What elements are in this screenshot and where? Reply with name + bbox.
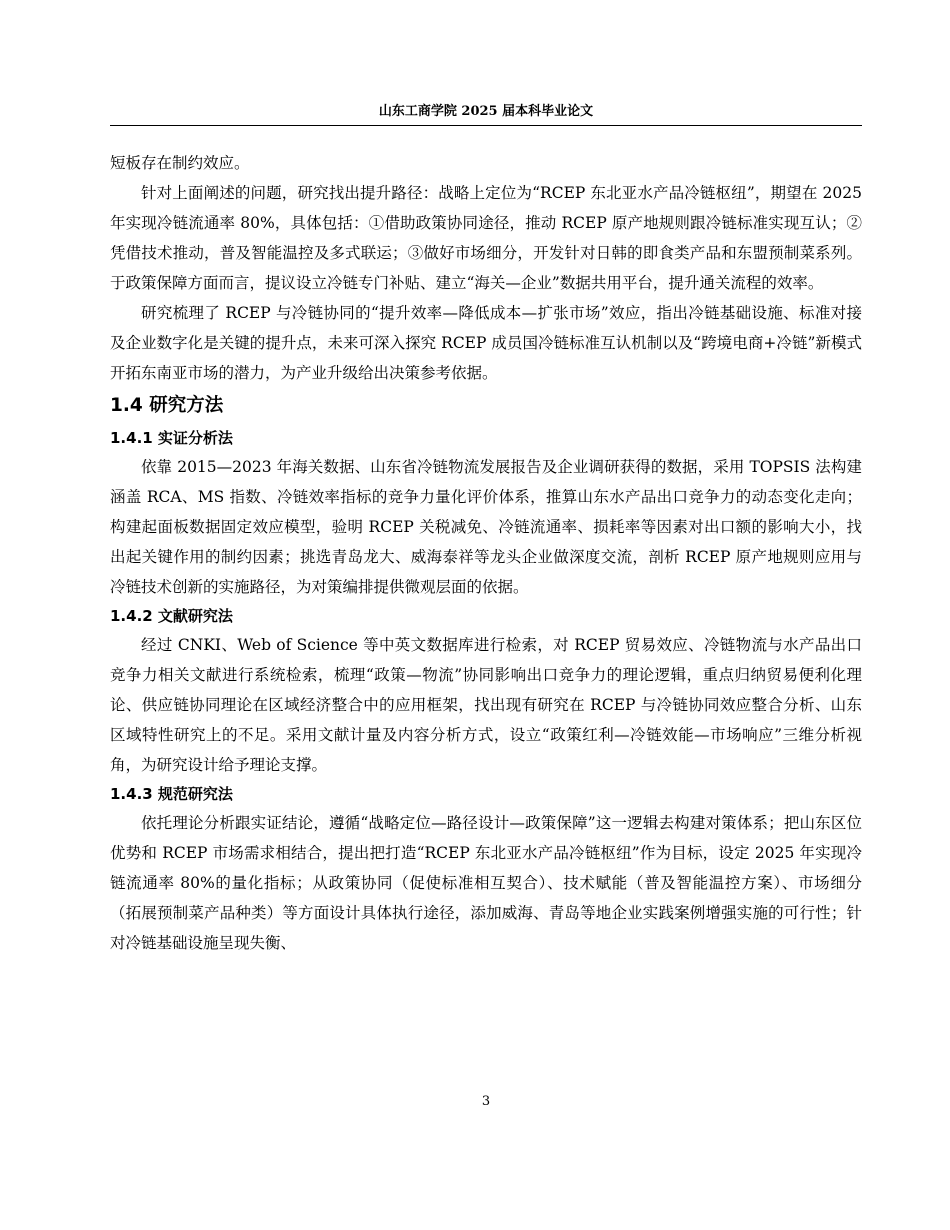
paragraph-continuation: 短板存在制约效应。 [110, 154, 250, 172]
subsection-heading-normative-research: 1.4.3 规范研究法 [110, 785, 233, 803]
header-rule [110, 125, 862, 126]
paragraph-improvement-path: 针对上面阐述的问题，研究找出提升路径：战略上定位为“RCEP 东北亚水产品冷链枢纽”，期望在 2025 年实现冷链流通率 80%，具体包括：①借助政策协同途径，推动 RCEP 原产地规则跟冷链标准实现互认；②凭借技术推动，普及智能温控及多式联运；③做好市场细分，开发针对日韩的即食类产品和东盟预制菜系列。于政策保障方面而言，提议设立冷链专门补贴、建立“海关—企业”数据共用平台，提升通关流程的效率。 [110, 184, 862, 292]
page-number: 3 [481, 1094, 491, 1109]
subsection-heading-literature-review: 1.4.2 文献研究法 [110, 607, 233, 625]
paragraph-normative-research: 依托理论分析跟实证结论，遵循“战略定位—路径设计—政策保障”这一逻辑去构建对策体系；把山东区位优势和 RCEP 市场需求相结合，提出把打造“RCEP 东北亚水产品冷链枢纽”作为目标，设定 2025 年实现冷链流通率 80%的量化指标；从政策协同（促使标准相互契合）、技术赋能（普及智能温控方案）、市场细分（拓展预制菜产品种类）等方面设计具体执行途径，添加威海、青岛等地企业实践案例增强实施的可行性；针对冷链基础设施呈现失衡、 [110, 814, 862, 952]
page-body [110, 148, 862, 958]
running-header: 山东工商学院 2025 届本科毕业论文 [378, 104, 594, 119]
paragraph-literature-review: 经过 CNKI、Web of Science 等中英文数据库进行检索，对 RCEP 贸易效应、冷链物流与水产品出口竞争力相关文献进行系统检索，梳理“政策—物流”协同影响出口竞争力的理论逻辑，重点归纳贸易便利化理论、供应链协同理论在区域经济整合中的应用框架，找出现有研究在 RCEP 与冷链协同效应整合分析、山东区域特性研究上的不足。采用文献计量及内容分析方式，设立“政策红利—冷链效能—市场响应”三维分析视角，为研究设计给予理论支撑。 [110, 636, 862, 774]
subsection-heading-empirical-analysis: 1.4.1 实证分析法 [110, 429, 233, 447]
paragraph-research-summary: 研究梳理了 RCEP 与冷链协同的“提升效率—降低成本—扩张市场”效应，指出冷链基础设施、标准对接及企业数字化是关键的提升点，未来可深入探究 RCEP 成员国冷链标准互认机制以及“跨境电商+冷链”新模式开拓东南亚市场的潜力，为产业升级给出决策参考依据。 [110, 304, 862, 382]
section-heading-research-methods: 1.4 研究方法 [110, 395, 224, 416]
paragraph-empirical-analysis: 依靠 2015—2023 年海关数据、山东省冷链物流发展报告及企业调研获得的数据，采用 TOPSIS 法构建涵盖 RCA、MS 指数、冷链效率指标的竞争力量化评价体系，推算山东水产品出口竞争力的动态变化走向；构建起面板数据固定效应模型，验明 RCEP 关税减免、冷链流通率、损耗率等因素对出口额的影响大小，找出起关键作用的制约因素；挑选青岛龙大、威海泰祥等龙头企业做深度交流，剖析 RCEP 原产地规则应用与冷链技术创新的实施路径，为对策编排提供微观层面的依据。 [110, 458, 862, 596]
